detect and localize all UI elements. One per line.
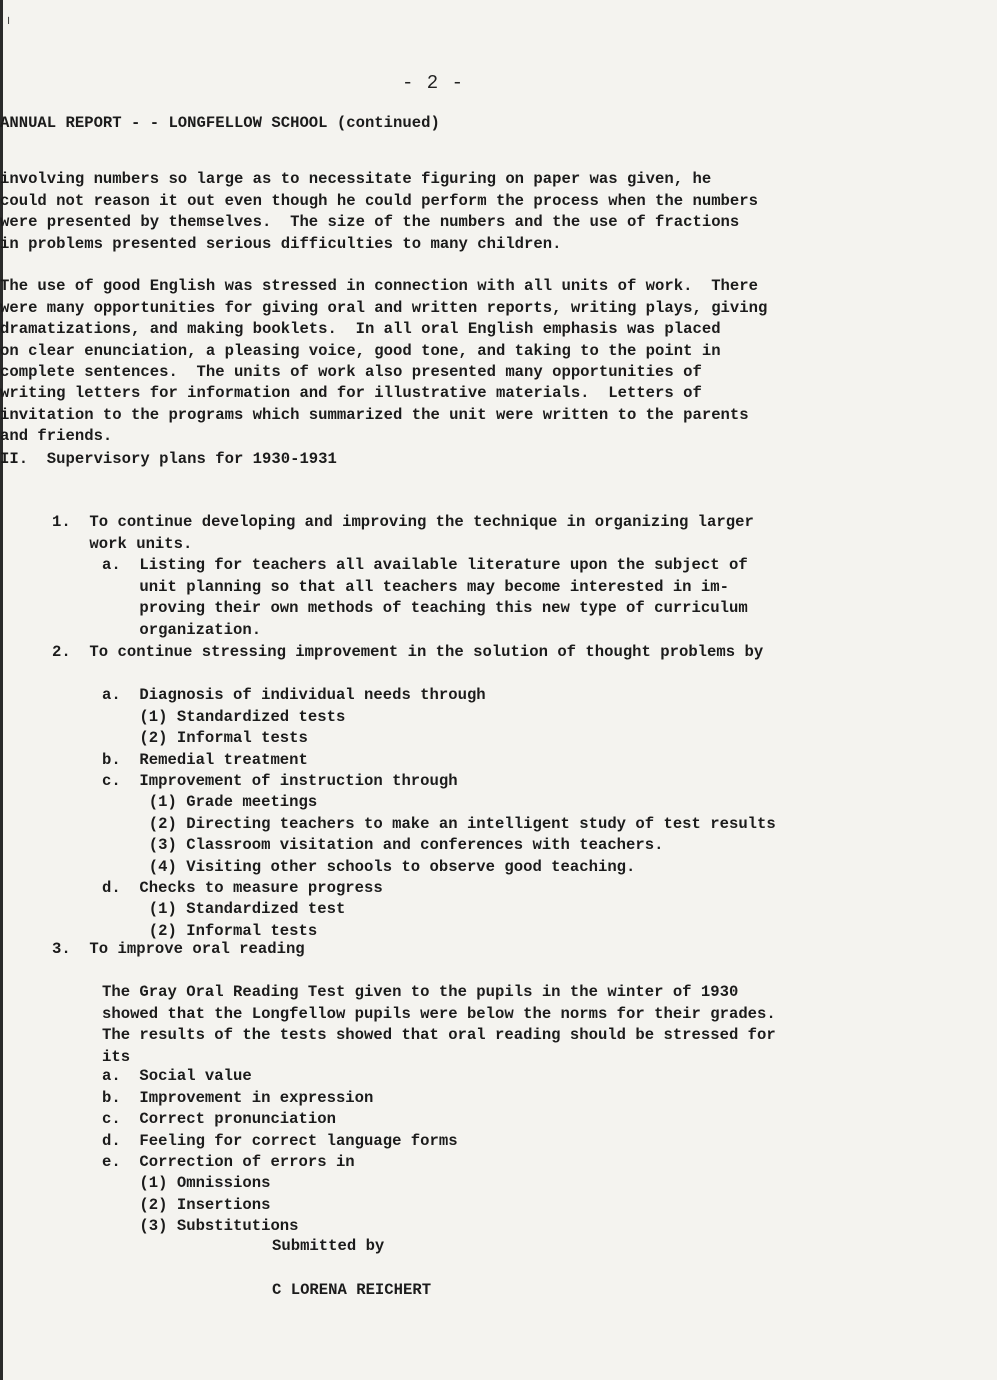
section-heading-text: II. Supervisory plans for 1930-1931: [0, 450, 337, 468]
plan-item-line: 3. To improve oral reading: [52, 940, 305, 958]
plan-item-line: 2. To continue stressing improvement in the solution of thought problems by: [52, 643, 764, 661]
plan-item-line: 1. To continue developing and improving the technique in organizing larger: [52, 513, 754, 532]
sub-item-line: c. Correct pronunciation: [102, 1110, 336, 1129]
sub-item-line: (1) Omnissions: [102, 1174, 271, 1193]
sub-item-line: (3) Substitutions: [102, 1217, 299, 1236]
paragraph-line: and friends.: [0, 427, 113, 446]
sub-item-line: b. Improvement in expression: [102, 1088, 374, 1107]
paragraph-line: The results of the tests showed that oral reading should be stressed for: [102, 1026, 776, 1045]
sub-item-line: organization.: [102, 620, 262, 639]
paragraph-line: showed that the Longfellow pupils were below the norms for their grades.: [102, 1004, 776, 1023]
paragraph-line: were presented by themselves. The size of the numbers and the use of fractions: [0, 213, 740, 232]
sub-item-line: a. Diagnosis of individual needs through: [102, 686, 486, 705]
plan-item-2: [52, 642, 763, 663]
submitted-by-text: Submitted by: [272, 1237, 385, 1255]
paragraph-line: involving numbers so large as to necessitate figuring on paper was given, he: [0, 170, 712, 189]
sub-item-line: a. Listing for teachers all available literature upon the subject of: [102, 556, 748, 575]
plan-item-2-subitems: [102, 664, 776, 942]
report-header: [0, 113, 440, 134]
scan-mark-icon: ╵: [5, 18, 13, 32]
sub-item-line: d. Feeling for correct language forms: [102, 1131, 458, 1150]
sub-item-line: b. Remedial treatment: [102, 750, 308, 769]
sub-item-line: (2) Informal tests: [102, 921, 318, 940]
plan-item-line: work units.: [52, 534, 193, 553]
sub-item-line: (1) Grade meetings: [102, 793, 318, 812]
paragraph-line: The Gray Oral Reading Test given to the pupils in the winter of 1930: [102, 983, 739, 1002]
sub-item-line: (1) Standardized test: [102, 900, 346, 919]
sub-item-line: (2) Directing teachers to make an intelligent study of test results: [102, 814, 776, 833]
sub-item-line: (2) Insertions: [102, 1195, 271, 1214]
sub-item-line: e. Correction of errors in: [102, 1152, 355, 1171]
sub-item-line: (2) Informal tests: [102, 729, 308, 748]
paragraph-arithmetic: [0, 148, 758, 255]
section-heading-supervisory-plans: [0, 449, 337, 470]
submitted-by: [272, 1236, 384, 1257]
page-number: - 2 -: [402, 72, 465, 94]
sub-item-line: d. Checks to measure progress: [102, 878, 383, 897]
report-header-text: ANNUAL REPORT - - LONGFELLOW SCHOOL (continued): [0, 114, 440, 132]
plan-item-1-sub-a: [102, 534, 748, 641]
paragraph-line: in problems presented serious difficulties to many children.: [0, 234, 562, 253]
plan-item-3-subitems: [102, 1045, 458, 1238]
sub-item-line: proving their own methods of teaching this new type of curriculum: [102, 599, 748, 618]
paragraph-english: [0, 255, 767, 448]
paragraph-line: dramatizations, and making booklets. In all oral English emphasis was placed: [0, 320, 721, 339]
signature-text: C LORENA REICHERT: [272, 1281, 432, 1299]
paragraph-line: The use of good English was stressed in connection with all units of work. There: [0, 277, 758, 296]
paragraph-line: its: [102, 1047, 131, 1066]
paragraph-line: writing letters for information and for illustrative materials. Letters of: [0, 384, 702, 403]
sub-item-line: (1) Standardized tests: [102, 707, 346, 726]
sub-item-line: (4) Visiting other schools to observe good teaching.: [102, 857, 636, 876]
paragraph-line: complete sentences. The units of work also presented many opportunities of: [0, 362, 702, 381]
sub-item-line: c. Improvement of instruction through: [102, 771, 458, 790]
paragraph-line: were many opportunities for giving oral and written reports, writing plays, giving: [0, 298, 768, 317]
sub-item-line: unit planning so that all teachers may become interested in im-: [102, 577, 729, 596]
signature-name: [272, 1280, 431, 1301]
sub-item-line: (3) Classroom visitation and conferences with teachers.: [102, 836, 664, 855]
paragraph-line: on clear enunciation, a pleasing voice, good tone, and taking to the point in: [0, 341, 721, 360]
paragraph-line: could not reason it out even though he could perform the process when the numbers: [0, 191, 758, 210]
plan-item-3: [52, 939, 305, 960]
sub-item-line: a. Social value: [102, 1067, 252, 1086]
paragraph-line: invitation to the programs which summarized the unit were written to the parents: [0, 405, 749, 424]
